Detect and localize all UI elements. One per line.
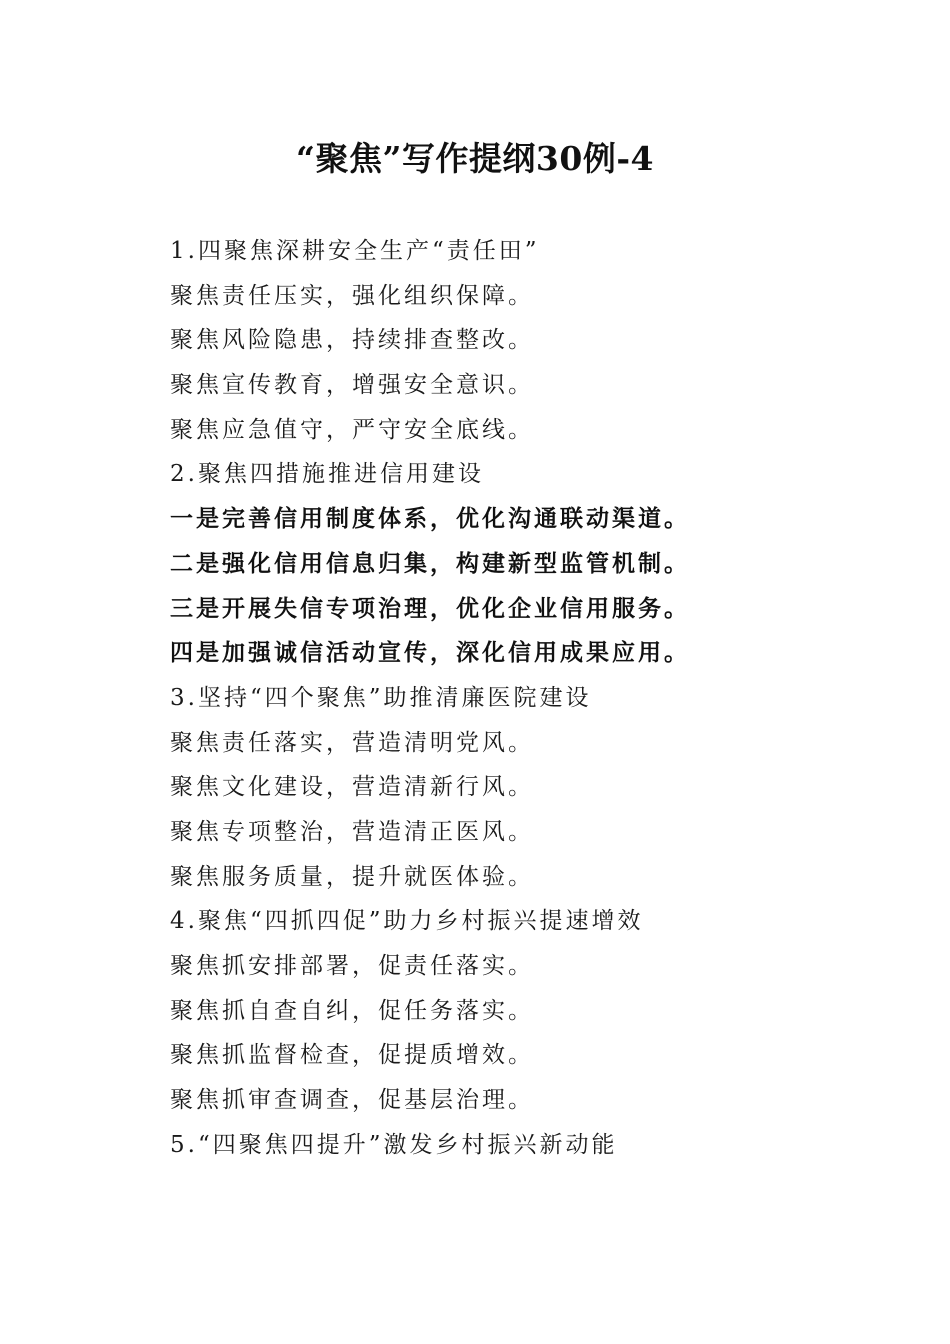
body-line: 聚焦抓监督检查，促提质增效。 xyxy=(170,1042,534,1069)
document-title: “聚焦”写作提纲30例-4 xyxy=(295,139,655,178)
body-line: 聚焦责任压实，强化组织保障。 xyxy=(170,282,534,309)
section-heading-1: 1.四聚焦深耕安全生产“责任田” xyxy=(170,238,540,264)
body-line: 聚焦服务质量，提升就医体验。 xyxy=(170,863,534,890)
section-heading-2: 2.聚焦四措施推进信用建设 xyxy=(170,461,484,488)
body-line: 聚焦专项整治，营造清正医风。 xyxy=(170,818,534,845)
body-line: 聚焦应急值守，严守安全底线。 xyxy=(170,416,534,443)
body-line: 聚焦抓安排部署，促责任落实。 xyxy=(170,953,534,979)
body-line: 聚焦责任落实，营造清明党风。 xyxy=(170,729,534,756)
section-heading-3: 3.坚持“四个聚焦”助推清廉医院建设 xyxy=(170,684,592,711)
body-line: 一是完善信用制度体系，优化沟通联动渠道。 xyxy=(170,505,690,533)
body-line: 二是强化信用信息归集，构建新型监管机制。 xyxy=(170,549,690,577)
section-heading-4: 4.聚焦“四抓四促”助力乡村振兴提速增效 xyxy=(170,908,644,935)
body-line: 聚焦宣传教育，增强安全意识。 xyxy=(170,372,534,399)
section-heading-5: 5.“四聚焦四提升”激发乡村振兴新动能 xyxy=(170,1131,618,1158)
body-line: 聚焦风险隐患，持续排查整改。 xyxy=(170,327,534,354)
body-line: 三是开展失信专项治理，优化企业信用服务。 xyxy=(170,594,690,622)
body-line: 四是加强诚信活动宣传，深化信用成果应用。 xyxy=(170,639,690,667)
body-line: 聚焦抓自查自纠，促任务落实。 xyxy=(170,997,534,1024)
document-body xyxy=(170,229,870,1167)
body-line: 聚焦抓审查调查，促基层治理。 xyxy=(170,1087,534,1114)
body-line: 聚焦文化建设，营造清新行风。 xyxy=(170,774,534,801)
